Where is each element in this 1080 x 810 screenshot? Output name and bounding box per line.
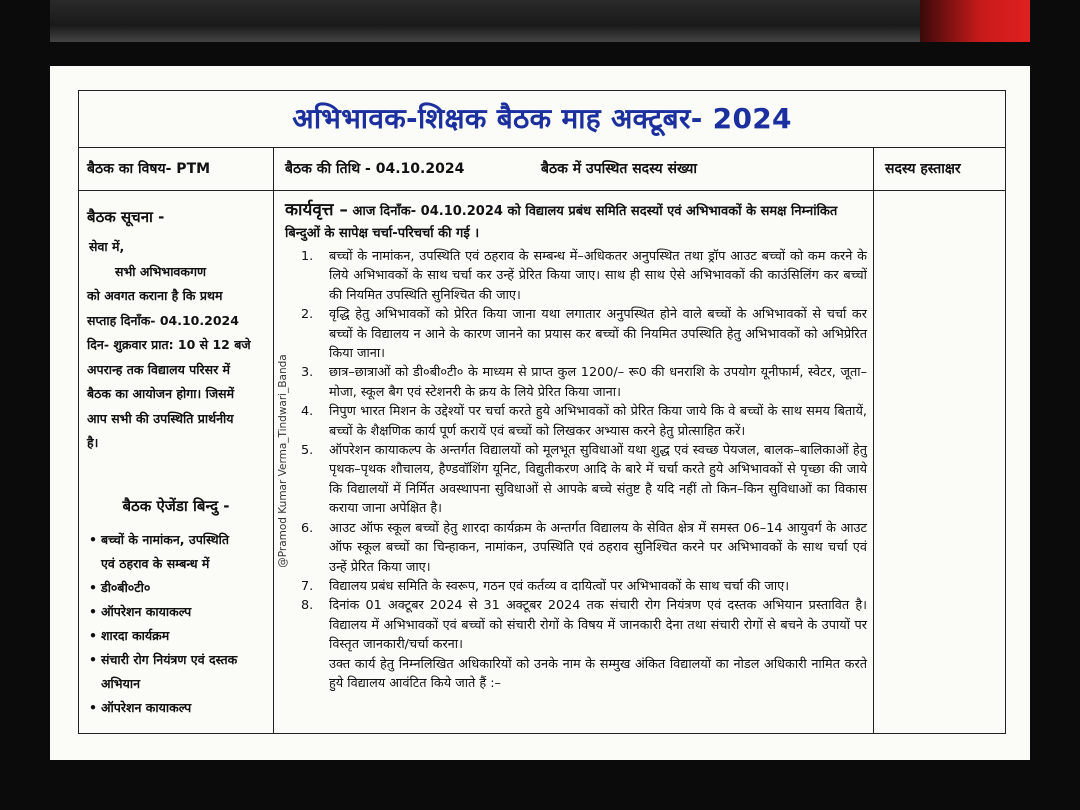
ptm-minutes-table <box>78 90 1006 734</box>
meeting-date: बैठक की तिथि - 04.10.2024 <box>285 161 465 177</box>
agenda-item: • शारदा कार्यक्रम <box>101 624 265 648</box>
agenda-item: • ऑपरेशन कायाकल्प <box>101 696 265 720</box>
bullet-icon: • <box>89 603 97 619</box>
document-paper <box>50 66 1030 760</box>
signature-column <box>873 191 1005 733</box>
notice-line: बैठक का आयोजन होगा। जिसमें <box>87 386 235 401</box>
notice-line: सप्ताह दिनाँक- 04.10.2024 <box>87 312 239 328</box>
header-row <box>79 147 1005 191</box>
minutes-point: 5. ऑपरेशन कायाकल्प के अन्तर्गत विद्यालयों को मूलभूत सुविधाओं यथा शुद्ध एवं स्वच्छ पेयजल, बालक–बालिकाओं हेतु पृथक–पृथक शौचालय, हैण्डवॉशिंग यूनिट, विद्युतीकरण आदि के बारे में चर्चा करते हुये अभिभावकों से पृच्छा की जाये कि विद्यालयों में निर्मित अवस्थापना सुविधाओं से आपके बच्चे संतुष्ट है यदि नहीं तो किन–किन सुविधाओं का विकास कराया जाना अपेक्षित है। <box>301 443 867 517</box>
minutes-intro <box>285 199 870 245</box>
minutes-column <box>275 191 873 733</box>
notice-line: सभी अभिभावकगण <box>115 263 207 279</box>
minutes-point: 3. छात्र–छात्राओं को डी०बी०टी० के माध्यम से प्राप्त कुल 1200/– रू0 की धनराशि के उपयोग यूनीफार्म, स्वेटर, जूता–मोजा, स्कूल बैग एवं स्टेशनरी के क्रय के लिये प्रेरित किया जाना। <box>301 365 867 400</box>
minutes-closing: उक्त कार्य हेतु निम्नलिखित अधिकारियों को उनके नाम के सम्मुख अंकित विद्यालयों का नोडल अधिकारी नामित करते हुये विद्यालय आवंटित किये जाते हैं :– <box>329 656 867 691</box>
watermark: @Pramod Kumar Verma_Tindwari_Banda <box>277 354 289 568</box>
minutes-points <box>301 247 867 693</box>
agenda-item-continued: एवं ठहराव के सम्बन्ध में <box>101 555 210 571</box>
minutes-label: कार्यवृत्त – <box>285 200 348 220</box>
photo-top-strip <box>50 0 1030 42</box>
notice-line: आप सभी की उपस्थिति प्रार्थनीय <box>87 410 234 426</box>
members-present-count: बैठक में उपस्थित सदस्य संख्या <box>541 161 697 177</box>
notice-line: को अवगत कराना है कि प्रथम <box>87 288 223 303</box>
agenda-item: • डी०बी०टी० <box>101 576 265 600</box>
notice-heading: बैठक सूचना - <box>87 208 165 226</box>
member-signature-header: सदस्य हस्ताक्षर <box>885 161 961 177</box>
minutes-point: 2. वृद्धि हेतु अभिभावकों को प्रेरित किया जाना यथा लगातार अनुपस्थित होने वाले बच्चों के अभिभावकों से चर्चा कर बच्चों के विद्यालय न आने के कारण जानने का प्रयास कर बच्चों की नियमित उपस्थिति हेतु अभिभावकों को अभिप्रेरित किया जाना। <box>301 307 867 362</box>
notice-line: है। <box>87 435 99 450</box>
notice-line: दिन- शुक्रवार प्रात: 10 से 12 बजे <box>87 337 251 352</box>
document-title: अभिभावक-शिक्षक बैठक माह अक्टूबर- 2024 <box>292 102 792 135</box>
minutes-point: 7. विद्यालय प्रबंध समिति के स्वरूप, गठन एवं कर्तव्य व दायित्वों पर अभिभावकों के साथ चर्चा की जाए। <box>301 578 790 594</box>
notice-line: सेवा में, <box>89 239 125 254</box>
bullet-icon: • <box>89 699 97 715</box>
minutes-point: 4. निपुण भारत मिशन के उद्देश्यों पर चर्चा करते हुये अभिभावकों को प्रेरित किया जाये कि वे बच्चों के साथ समय बितायें, बच्चों के शैक्षणिक कार्य पूर्ण करायें एवं बच्चों को लिखकर अभ्यास करने हेतु प्रोत्साहित करें। <box>301 404 867 439</box>
bullet-icon: • <box>89 579 97 595</box>
minutes-intro-text: आज दिनाँक- 04.10.2024 को विद्यालय प्रबंध समिति सदस्यों एवं अभिभावकों के समक्ष निम्नांकित बिन्दुओं के सापेक्ष चर्चा-परिचर्चा की गई । <box>285 204 838 241</box>
agenda-item-continued: अभियान <box>101 675 141 691</box>
meeting-subject: बैठक का विषय- PTM <box>87 161 211 177</box>
minutes-point: 8. दिनांक 01 अक्टूबर 2024 से 31 अक्टूबर 2024 तक संचारी रोग नियंत्रण एवं दस्तक अभियान प्रस्तावित है। विद्यालय में अभिभावकों एवं बच्चों को संचारी रोगों के विषय में जानकारी देना तथा संचारी रोगों से बचने के उपायों पर विस्तृत जानकारी/चर्चा करना। <box>301 598 867 653</box>
agenda-list <box>87 528 265 720</box>
notice-line: अपरान्ह तक विद्यालय परिसर में <box>87 361 231 377</box>
photo-top-red-patch <box>920 0 1030 42</box>
agenda-item: • संचारी रोग नियंत्रण एवं दस्तक <box>101 648 265 672</box>
agenda-heading: बैठक ऐजेंडा बिन्दु - <box>122 496 230 515</box>
minutes-point: 1. बच्चों के नामांकन, उपस्थिति एवं ठहराव के सम्बन्ध में–अधिकतर अनुपस्थित तथा ड्रॉप आउट बच्चों को कम करने के लिये अभिभावकों के साथ चर्चा कर उन्हें प्रेरित किया जाए। साथ ही साथ ऐसे अभिभावकों की काउंसिलिंग कर बच्चों की नियमित उपस्थिति सुनिश्चित की जाए। <box>301 249 867 303</box>
column-divider-1 <box>273 147 274 733</box>
agenda-item: • बच्चों के नामांकन, उपस्थिति <box>101 528 265 552</box>
bullet-icon: • <box>89 627 97 643</box>
notice-column <box>79 191 273 733</box>
bullet-icon: • <box>89 531 97 547</box>
minutes-point: 6. आउट ऑफ स्कूल बच्चों हेतु शारदा कार्यक्रम के अन्तर्गत विद्यालय के सेवित क्षेत्र में समस्त 06–14 आयुवर्ग के आउट ऑफ स्कूल बच्चों का चिन्हाकन, नामांकन, उपस्थिति एवं ठहराव सुनिश्चित करने पर अभिभावकों के साथ चर्चा एवं उन्हें प्रेरित किया जाए। <box>301 520 867 575</box>
bullet-icon: • <box>89 651 97 667</box>
agenda-item: • ऑपरेशन कायाकल्प <box>101 600 265 624</box>
